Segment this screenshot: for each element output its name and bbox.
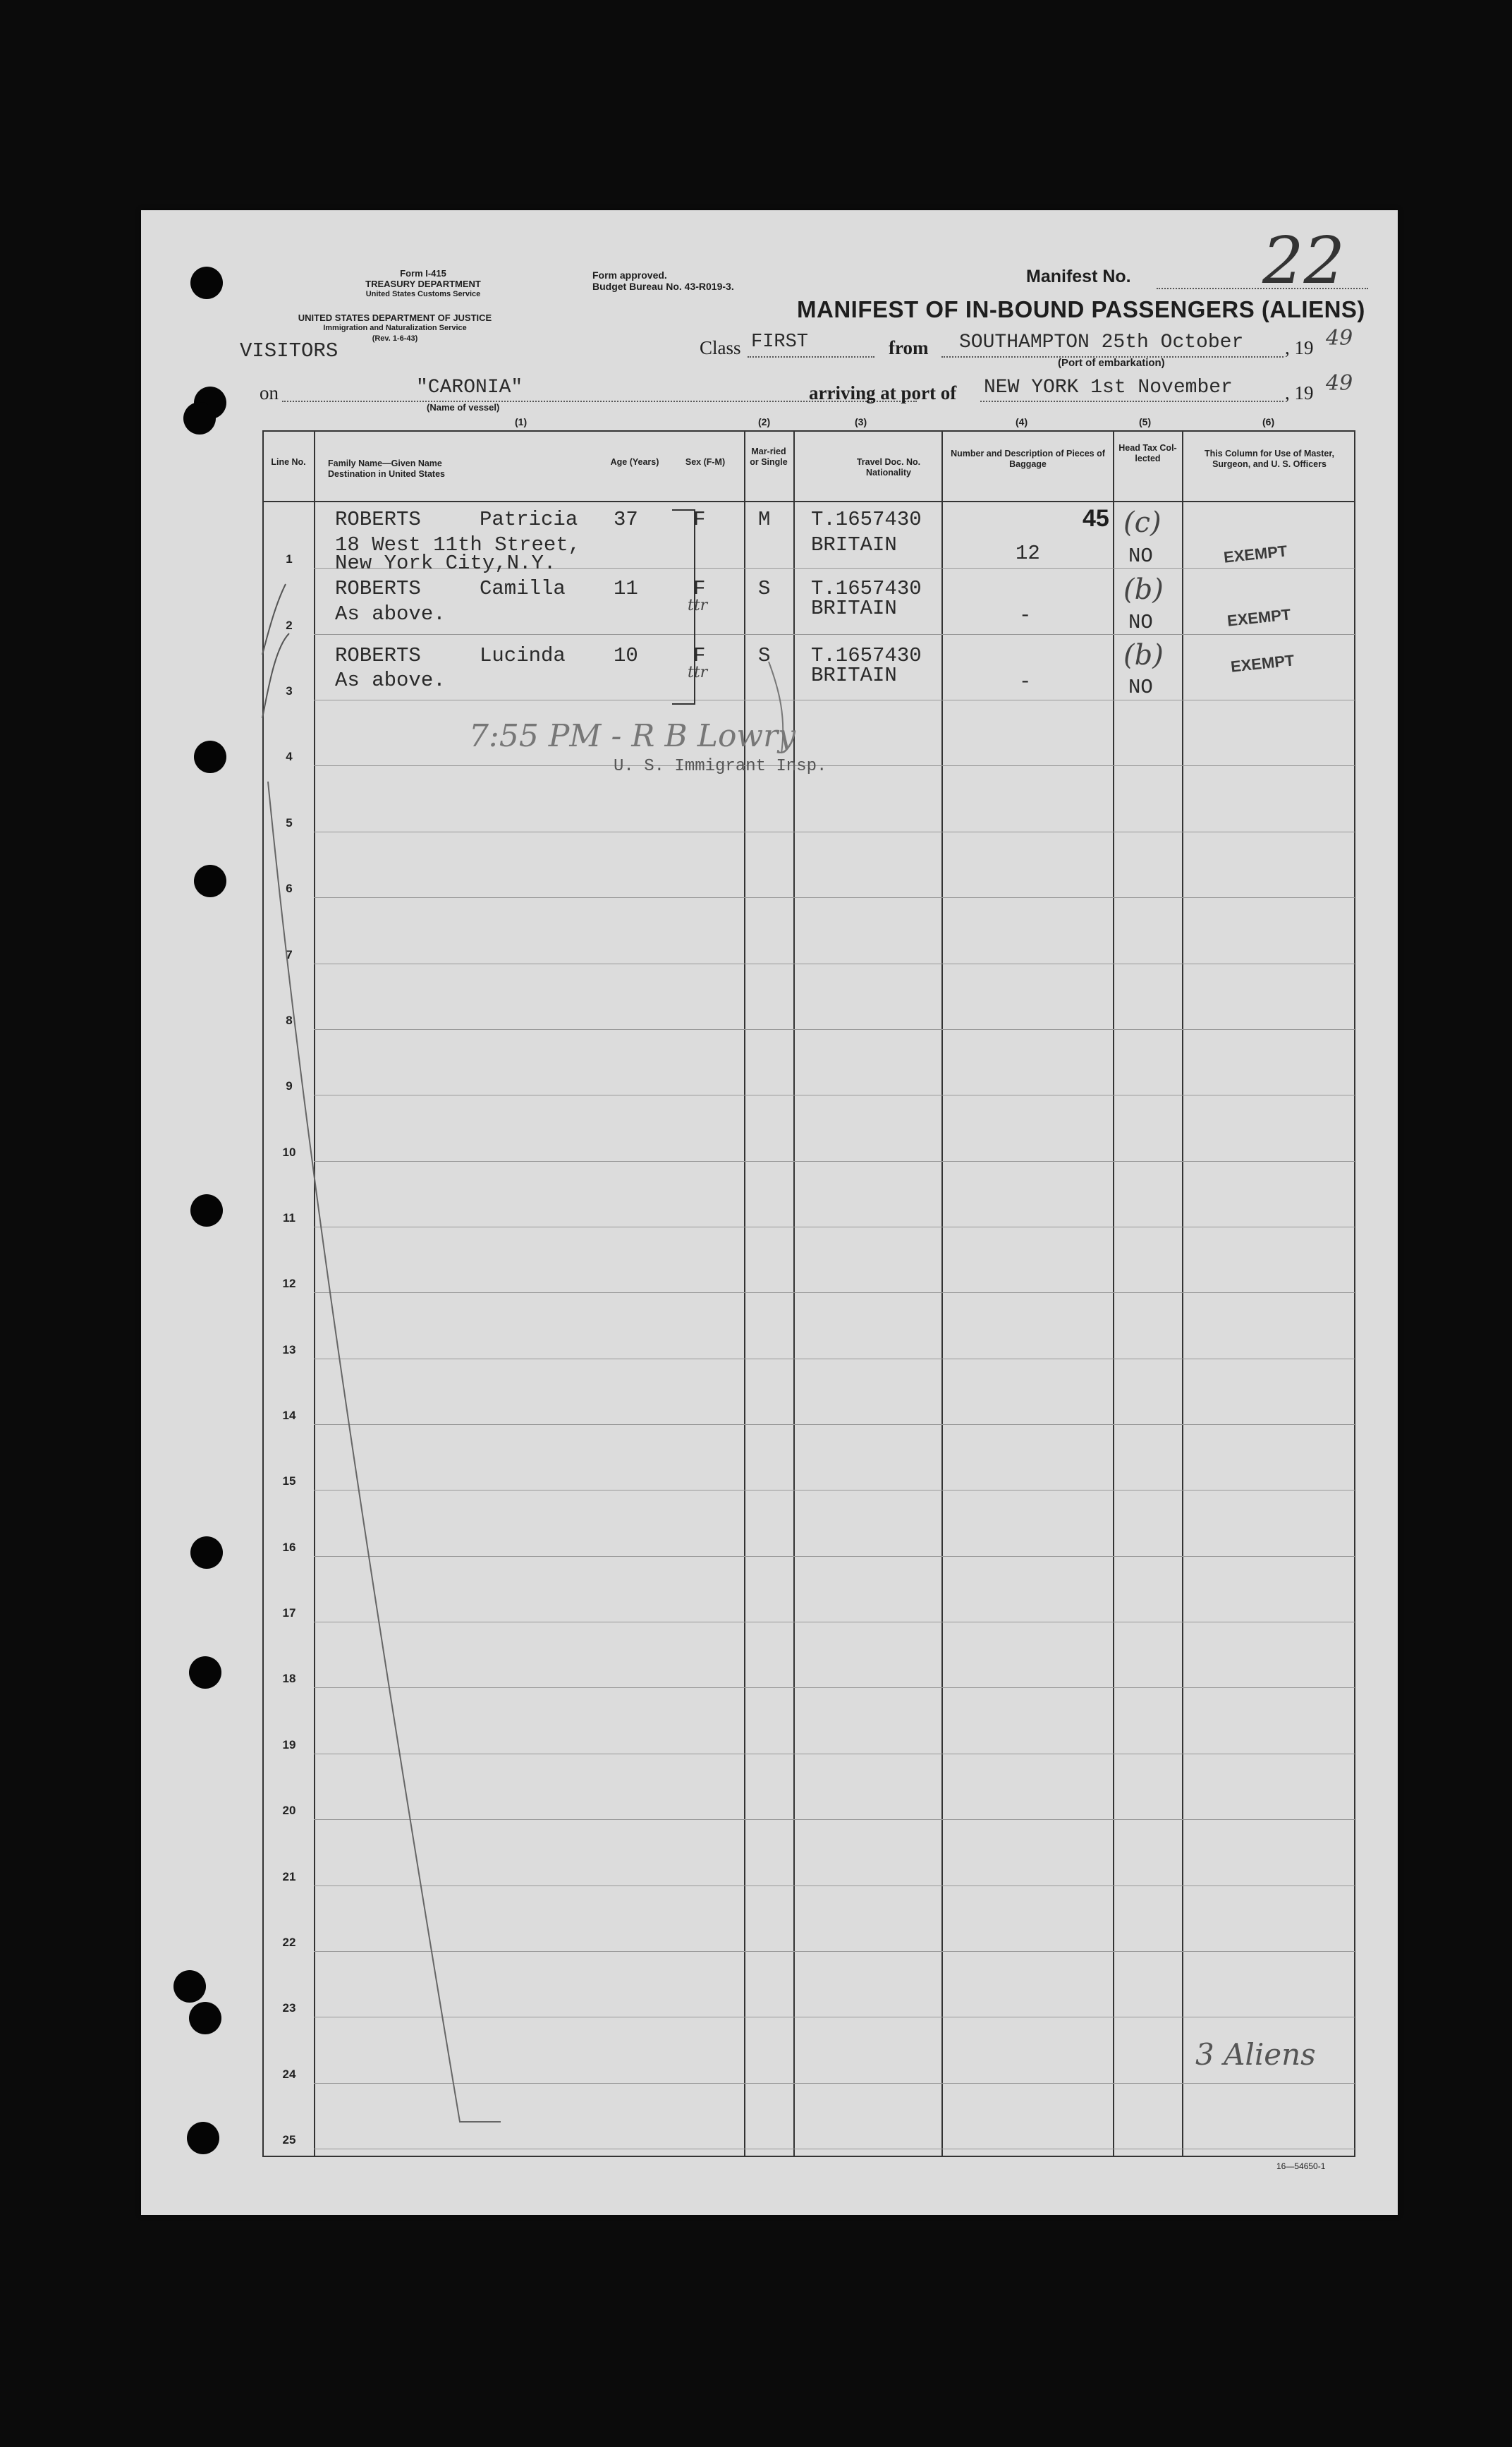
header-destination: Destination in United States	[328, 469, 445, 479]
exempt-stamp: EXEMPT	[1226, 605, 1292, 630]
line-number: 23	[282, 2001, 296, 2015]
line-number: 20	[282, 1804, 296, 1818]
line-number: 17	[282, 1606, 296, 1620]
port-embark-label: (Port of embarkation)	[1058, 357, 1165, 369]
line-number: 8	[286, 1013, 293, 1027]
year1-prefix: , 19	[1285, 337, 1314, 358]
marital-status: M	[758, 508, 771, 531]
baggage-count: -	[1019, 604, 1032, 627]
binder-hole	[183, 402, 216, 435]
head-tax-code: (b)	[1123, 573, 1164, 606]
travel-doc: T.1657430	[811, 508, 922, 531]
line-number: 7	[286, 947, 293, 961]
visitors-label: VISITORS	[240, 339, 339, 363]
header-married: Mar-ried or Single	[750, 447, 788, 467]
baggage-count: 12	[1016, 542, 1040, 565]
inspection-signature: 7:55 PM - R B Lowry	[469, 718, 795, 754]
given-name: Patricia	[480, 508, 578, 531]
sex-note: ttr	[688, 664, 708, 681]
address-line: New York City,N.Y.	[335, 552, 556, 575]
line-number: 18	[282, 1672, 296, 1686]
form-approved: Form approved. Budget Bureau No. 43-R019-3.	[592, 269, 734, 292]
line-number: 5	[286, 815, 293, 830]
exempt-stamp: EXEMPT	[1222, 542, 1288, 566]
given-name: Camilla	[480, 577, 566, 600]
exempt-stamp: EXEMPT	[1229, 651, 1295, 676]
line-number: 11	[283, 1210, 295, 1225]
arriving-value: NEW YORK 1st November	[984, 377, 1233, 399]
line-number: 21	[282, 1869, 296, 1883]
head-tax: NO	[1128, 676, 1153, 699]
header-sex: Sex (F-M)	[685, 457, 726, 467]
binder-hole	[173, 1970, 206, 2003]
line-number: 25	[282, 2133, 296, 2147]
line-number: 2	[286, 618, 293, 632]
head-tax: NO	[1128, 545, 1153, 568]
manifest-no-label: Manifest No.	[1026, 267, 1131, 286]
line-number: 13	[282, 1342, 296, 1356]
age: 10	[614, 644, 638, 667]
header-officers: This Column for Use of Master, Surgeon, and U. S. Officers	[1204, 449, 1335, 469]
marital-status: S	[758, 644, 771, 667]
col-num-2: (2)	[758, 416, 771, 427]
vessel-name: "CARONIA"	[416, 377, 523, 399]
line-number: 4	[286, 750, 293, 764]
vessel-name-label: (Name of vessel)	[427, 402, 500, 413]
line-number: 9	[286, 1079, 293, 1093]
baggage-note: 45	[1083, 505, 1109, 532]
header-family-name: Family Name—Given Name	[328, 459, 442, 468]
inspector-title: U. S. Immigrant Insp.	[614, 757, 827, 776]
from-value: SOUTHAMPTON 25th October	[959, 332, 1244, 353]
head-tax-code: (b)	[1123, 639, 1164, 672]
binder-hole	[189, 2002, 221, 2034]
col-num-6: (6)	[1262, 416, 1275, 427]
footer-code: 16—54650-1	[1276, 2161, 1326, 2171]
binder-hole	[190, 267, 223, 299]
nationality: BRITAIN	[811, 533, 897, 557]
line-number: 1	[286, 552, 293, 566]
header-age: Age (Years)	[610, 457, 659, 467]
sex: F	[693, 577, 706, 600]
arriving-label: arriving at port of	[809, 382, 957, 403]
year2-prefix: , 19	[1285, 382, 1314, 403]
marital-status: S	[758, 577, 771, 600]
given-name: Lucinda	[480, 644, 566, 667]
line-number: 6	[286, 882, 293, 896]
binder-hole	[194, 865, 226, 897]
from-label: from	[889, 337, 929, 358]
year1-value: 49	[1326, 326, 1353, 351]
head-tax-code: (c)	[1123, 506, 1162, 539]
form-number: Form I-415	[400, 268, 446, 279]
age: 11	[614, 577, 638, 600]
treasury-dept: TREASURY DEPARTMENT United States Customs Service	[365, 279, 481, 298]
binder-hole	[190, 1194, 223, 1227]
sex: F	[693, 508, 706, 531]
sex: F	[693, 644, 706, 667]
nationality: BRITAIN	[811, 664, 897, 687]
binder-hole	[189, 1656, 221, 1689]
address-line: As above.	[335, 669, 446, 692]
binder-hole	[190, 1536, 223, 1569]
line-number: 14	[282, 1409, 296, 1423]
line-number: 16	[282, 1540, 296, 1554]
head-tax: NO	[1128, 611, 1153, 634]
nationality: BRITAIN	[811, 597, 897, 620]
year2-value: 49	[1326, 371, 1353, 396]
sex-note: ttr	[688, 597, 708, 614]
travel-doc: T.1657430	[811, 644, 922, 667]
line-number: 19	[282, 1737, 296, 1751]
line-number: 15	[282, 1474, 296, 1488]
manifest-sheet	[141, 210, 1398, 2215]
surname: ROBERTS	[335, 644, 421, 667]
total-aliens: 3 Aliens	[1195, 2037, 1316, 2072]
address-line: As above.	[335, 602, 446, 626]
binder-hole	[194, 741, 226, 773]
header-line-no: Line No.	[271, 457, 306, 467]
baggage-count: -	[1019, 670, 1032, 693]
col-num-5: (5)	[1139, 416, 1152, 427]
line-number: 3	[286, 684, 293, 698]
header-baggage: Number and Description of Pieces of Baggage	[951, 449, 1105, 469]
line-number: 22	[282, 1935, 296, 1949]
justice-dept: UNITED STATES DEPARTMENT OF JUSTICE Immigration and Naturalization Service (Rev. 1-6-43)	[298, 312, 492, 343]
age: 37	[614, 508, 638, 531]
line-number: 10	[282, 1145, 296, 1159]
surname: ROBERTS	[335, 508, 421, 531]
manifest-title: MANIFEST OF IN-BOUND PASSENGERS (ALIENS)	[797, 296, 1365, 322]
address-line: 18 West 11th Street,	[335, 533, 581, 557]
col-num-3: (3)	[855, 416, 867, 427]
manifest-no-value: 22	[1262, 223, 1346, 298]
col-num-1: (1)	[515, 416, 528, 427]
surname: ROBERTS	[335, 577, 421, 600]
class-label: Class	[700, 337, 741, 358]
line-number: 24	[282, 2067, 296, 2081]
binder-hole	[187, 2122, 219, 2154]
pencil-marks	[261, 506, 896, 2157]
col-num-4: (4)	[1016, 416, 1028, 427]
on-label: on	[260, 382, 279, 403]
header-head-tax: Head Tax Col-lected	[1118, 443, 1177, 463]
travel-doc: T.1657430	[811, 577, 922, 600]
line-number: 12	[282, 1277, 296, 1291]
header-travel-doc: Travel Doc. No. Nationality	[856, 457, 921, 478]
class-value: FIRST	[751, 332, 809, 353]
